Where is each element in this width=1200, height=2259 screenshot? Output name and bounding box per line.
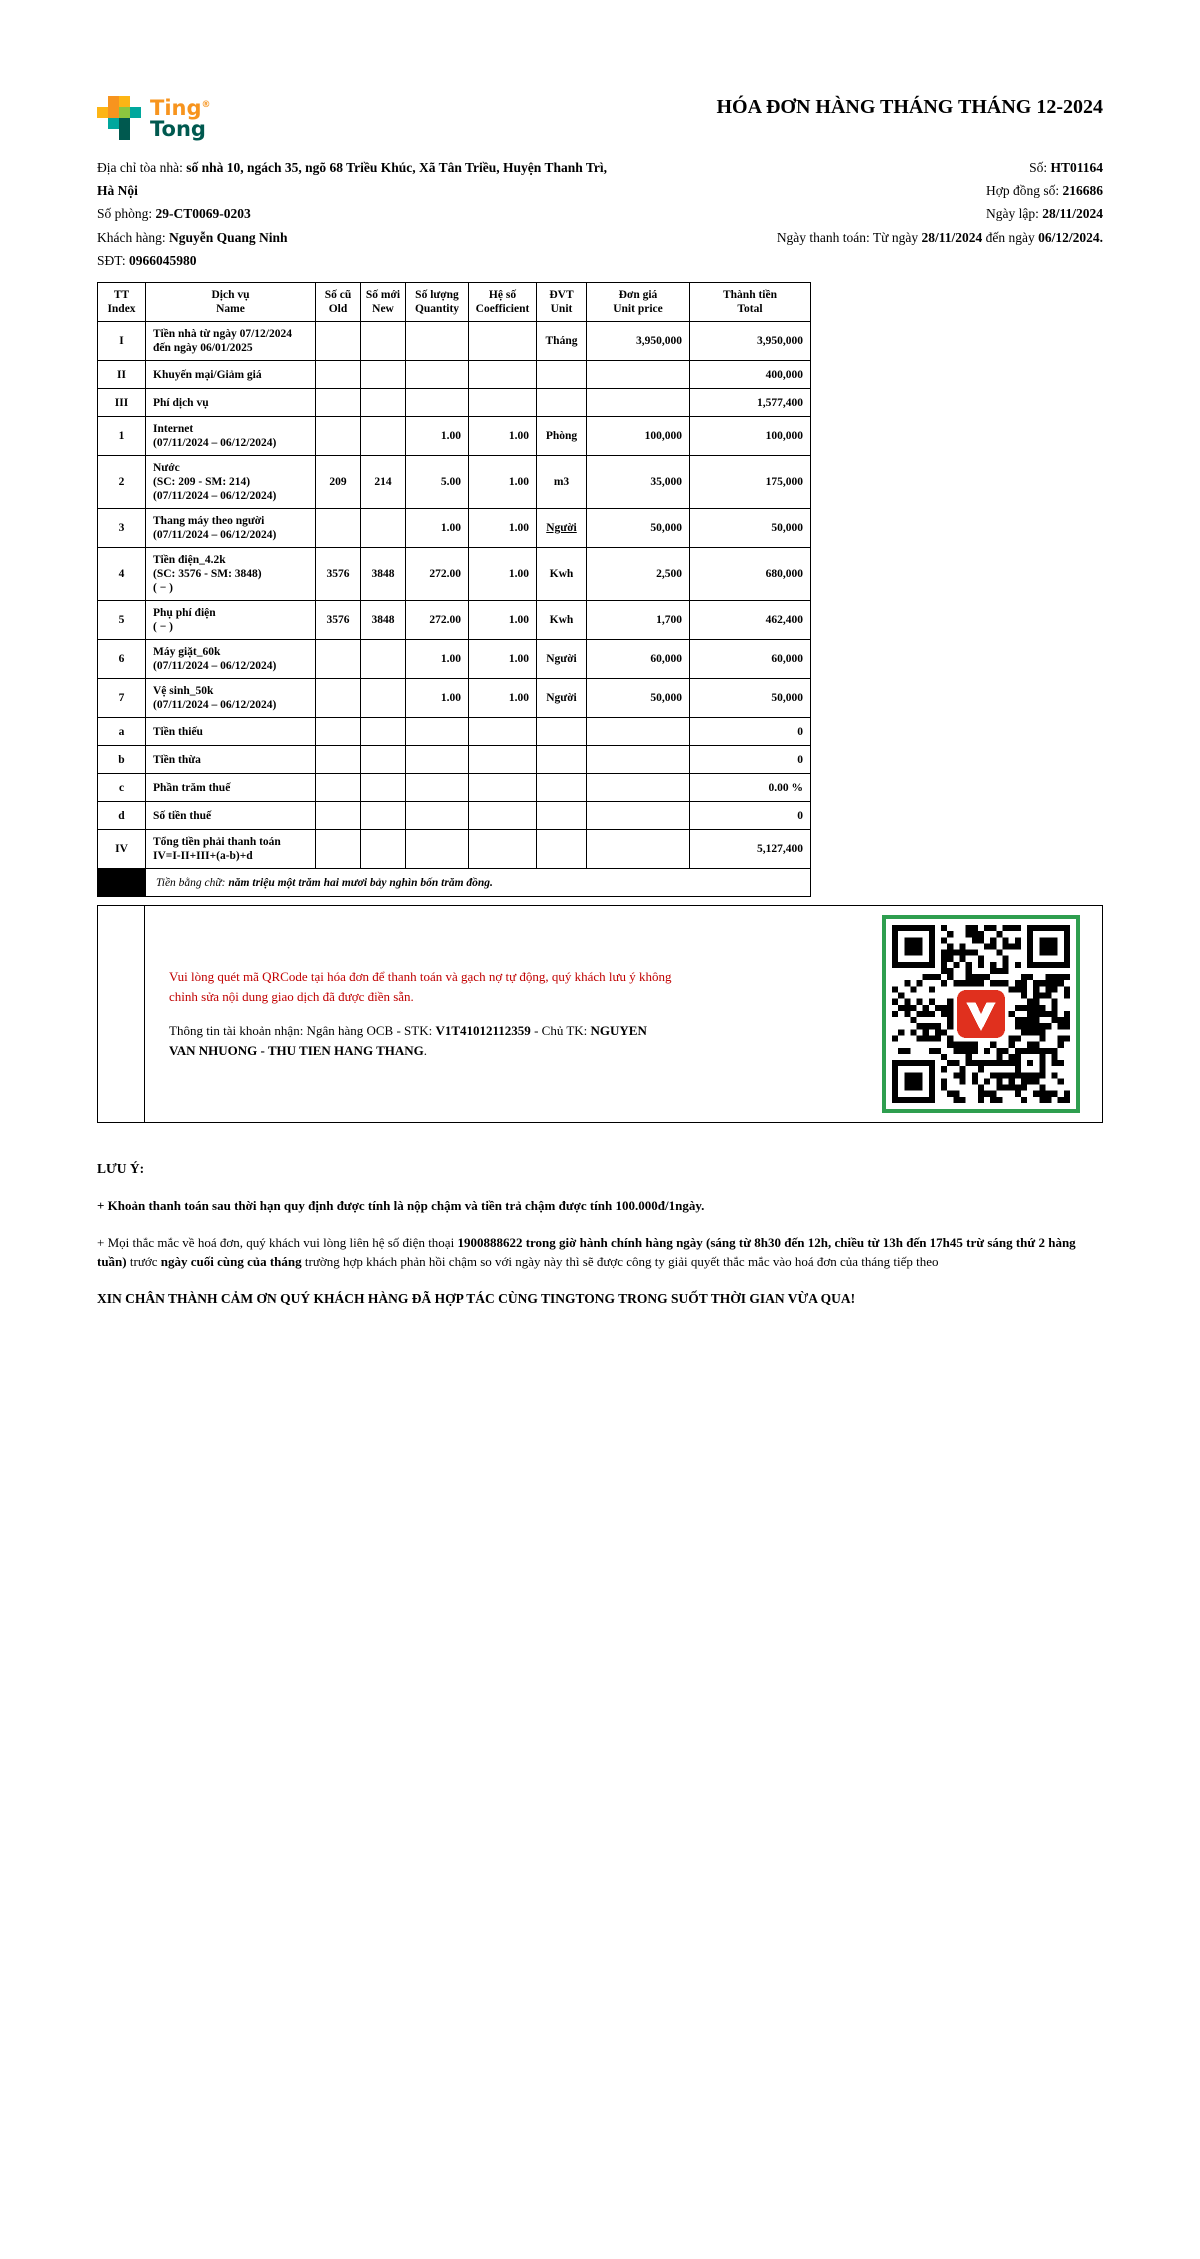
cell-unit [537,802,587,830]
column-header: TT Index [98,283,146,322]
cell-total: 0 [690,802,811,830]
cell-name: Khuyến mại/Giảm giá [146,361,316,389]
info-line [607,226,1103,249]
info-line [97,226,607,249]
qr-section-left-cell [98,906,145,1122]
cell-total: 462,400 [690,601,811,640]
qr-section-content [145,906,882,1122]
cell-new [361,509,406,548]
amount-in-words [146,869,811,897]
cell-name: Vệ sinh_50k (07/11/2024 – 06/12/2024) [146,679,316,718]
notes-heading: LƯU Ý: [97,1161,145,1177]
text-segment: Nguyễn Quang Ninh [168,229,288,245]
text-segment: Khách hàng: [97,229,169,245]
cell-index: 4 [98,548,146,601]
text-segment: + Mọi thắc mắc về hoá đơn, quý khách vui lòng liên hệ số điện thoại [97,1234,458,1250]
text-segment: trước [126,1254,161,1270]
cell-coefficient [469,802,537,830]
logo-pixel [108,118,119,129]
cell-old: 3576 [316,601,361,640]
cell-name: Phần trăm thuế [146,774,316,802]
table-row [98,361,811,389]
cell-unit-price [587,802,690,830]
logo-pixel [119,107,130,118]
text-segment: . [1099,229,1103,245]
cell-old [316,361,361,389]
info-line [97,156,607,202]
cell-unit [537,389,587,417]
cell-index: 6 [98,640,146,679]
cell-coefficient [469,718,537,746]
qr-code [892,925,1070,1103]
text-segment: - Chủ TK: [530,1023,591,1039]
invoice-header [97,95,1103,140]
cell-coefficient [469,774,537,802]
cell-new [361,389,406,417]
cell-unit: Người [537,509,587,548]
cell-new [361,679,406,718]
cell-unit [537,774,587,802]
cell-quantity [406,322,469,361]
cell-name: Nước (SC: 209 - SM: 214) (07/11/2024 – 06/12/2024) [146,456,316,509]
cell-coefficient: 1.00 [469,640,537,679]
text-segment: 06/12/2024 [1038,229,1100,245]
cell-total: 50,000 [690,679,811,718]
column-header: Dịch vụ Name [146,283,316,322]
cell-name: Số tiền thuế [146,802,316,830]
cell-coefficient: 1.00 [469,679,537,718]
cell-unit-price: 100,000 [587,417,690,456]
amount-in-words-value: năm triệu một trăm hai mươi bảy nghìn bốn trăm đồng. [228,876,493,889]
cell-name: Tiền nhà từ ngày 07/12/2024 đến ngày 06/01/2025 [146,322,316,361]
logo-pixel [108,107,119,118]
cell-new [361,718,406,746]
cell-coefficient: 1.00 [469,456,537,509]
cell-unit: Kwh [537,548,587,601]
cell-coefficient [469,361,537,389]
cell-total: 60,000 [690,640,811,679]
cell-quantity [406,830,469,869]
brand-ting: Ting [150,96,202,120]
cell-new [361,322,406,361]
table-row [98,322,811,361]
bank-account-info [169,1021,674,1061]
cell-unit-price: 35,000 [587,456,690,509]
cell-old [316,509,361,548]
cell-unit: Kwh [537,601,587,640]
table-row [98,774,811,802]
logo-pixel [108,96,119,107]
text-segment: SĐT: [97,252,129,268]
cell-name: Tổng tiền phải thanh toán IV=I-II+III+(a-b)+d [146,830,316,869]
amount-in-words-label: Tiền bằng chữ: [156,876,229,889]
text-segment: ngày cuối cùng của tháng [160,1254,302,1270]
cell-unit-price [587,361,690,389]
registered-mark-icon: ® [201,100,211,110]
table-row [98,746,811,774]
cell-quantity [406,389,469,417]
text-segment: 0966045980 [128,252,197,268]
column-header: Đơn giá Unit price [587,283,690,322]
table-row [98,601,811,640]
text-segment: . [423,1043,427,1059]
info-line [607,179,1103,202]
cell-unit-price: 50,000 [587,679,690,718]
cell-old [316,830,361,869]
text-segment: trường hợp khách phản hồi chậm so với ngày này thì sẽ được công ty giải quyết thắc mắc vào hoá đơn của tháng tiếp theo [301,1254,939,1270]
table-row [98,802,811,830]
info-left [97,156,607,272]
cell-index: III [98,389,146,417]
text-segment: 28/11/2024 [1042,206,1103,222]
brand-ting-line [150,95,211,119]
logo-pixel [119,129,130,140]
invoice-info [97,156,1103,272]
cell-index: II [98,361,146,389]
qr-section [97,905,1103,1123]
column-header: Thành tiền Total [690,283,811,322]
cell-index: 2 [98,456,146,509]
cell-coefficient: 1.00 [469,601,537,640]
invoice-title: HÓA ĐƠN HÀNG THÁNG THÁNG 12-2024 [716,96,1103,118]
table-row [98,718,811,746]
cell-name: Phí dịch vụ [146,389,316,417]
table-body [98,322,811,897]
cell-name: Tiền thừa [146,746,316,774]
text-segment: Ngày lập: [985,206,1043,222]
tingtong-wordmark [150,95,211,140]
cell-index: 7 [98,679,146,718]
cell-index: 5 [98,601,146,640]
text-segment: đến ngày [982,229,1039,245]
cell-new [361,640,406,679]
cell-quantity [406,718,469,746]
text-segment: 216686 [1062,183,1103,199]
qr-code-frame [882,915,1080,1113]
filled-cell [98,869,146,897]
hotline-note [97,1233,1103,1272]
cell-coefficient [469,389,537,417]
tingtong-logo [97,95,211,140]
text-segment: 28/11/2024 [921,229,983,245]
table-row [98,679,811,718]
cell-quantity: 1.00 [406,417,469,456]
cell-coefficient: 1.00 [469,509,537,548]
cell-quantity: 1.00 [406,679,469,718]
cell-total: 100,000 [690,417,811,456]
cell-new: 3848 [361,548,406,601]
cell-old [316,746,361,774]
cell-index: c [98,774,146,802]
cell-index: 3 [98,509,146,548]
text-segment: Thông tin tài khoản nhận: Ngân hàng OCB - STK: [169,1023,436,1039]
cell-unit-price: 60,000 [587,640,690,679]
cell-quantity: 1.00 [406,640,469,679]
cell-unit [537,830,587,869]
text-segment: Số: [1029,160,1051,175]
thank-you-note: XIN CHÂN THÀNH CẢM ƠN QUÝ KHÁCH HÀNG ĐÃ HỢP TÁC CÙNG TINGTONG TRONG SUỐT THỜI GIAN VỪA QUA! [97,1290,856,1306]
column-header: Hệ số Coefficient [469,283,537,322]
cell-new [361,802,406,830]
cell-unit-price [587,389,690,417]
column-header: Số cũ Old [316,283,361,322]
cell-unit-price: 1,700 [587,601,690,640]
text-segment: NGUYEN VAN NHUONG - THU TIEN HANG THANG [169,1023,647,1059]
text-segment: số nhà 10, ngách 35, ngõ 68 Triều Khúc, Xã Tân Triều, Huyện Thanh Trì, Hà Nội [97,160,607,199]
cell-coefficient [469,746,537,774]
logo-pixel [130,107,141,118]
table-row [98,830,811,869]
cell-old [316,802,361,830]
cell-unit-price [587,746,690,774]
cell-unit-price [587,830,690,869]
cell-old [316,718,361,746]
cell-new [361,830,406,869]
column-header: Số mới New [361,283,406,322]
cell-total: 3,950,000 [690,322,811,361]
cell-unit-price: 3,950,000 [587,322,690,361]
cell-old [316,679,361,718]
text-segment: 29-CT0069-0203 [155,206,251,222]
cell-name: Máy giặt_60k (07/11/2024 – 06/12/2024) [146,640,316,679]
cell-quantity [406,802,469,830]
cell-index: a [98,718,146,746]
cell-total: 0 [690,746,811,774]
text-segment: Địa chỉ tòa nhà: [97,160,187,175]
cell-old [316,417,361,456]
cell-total: 400,000 [690,361,811,389]
cell-unit: Người [537,640,587,679]
cell-unit: m3 [537,456,587,509]
cell-new [361,774,406,802]
cell-new: 214 [361,456,406,509]
cell-old [316,389,361,417]
text-segment: Hợp đồng số: [985,183,1063,199]
cell-old: 3576 [316,548,361,601]
text-segment: HT01164 [1050,160,1103,175]
late-payment-note: + Khoản thanh toán sau thời hạn quy định được tính là nộp chậm và tiền trả chậm được tính 100.000đ/1ngày. [97,1198,705,1214]
cell-total: 1,577,400 [690,389,811,417]
info-line [97,249,607,272]
cell-quantity: 1.00 [406,509,469,548]
text-segment: Ngày thanh toán: Từ ngày [776,229,922,245]
cell-new [361,746,406,774]
cell-name: Tiền thiếu [146,718,316,746]
cell-unit-price [587,718,690,746]
cell-name: Thang máy theo người (07/11/2024 – 06/12/2024) [146,509,316,548]
cell-unit [537,746,587,774]
table-row [98,509,811,548]
cell-old [316,774,361,802]
cell-new [361,417,406,456]
cell-unit-price: 2,500 [587,548,690,601]
cell-quantity: 272.00 [406,548,469,601]
text-segment: Số phòng: [97,206,156,222]
cell-coefficient: 1.00 [469,417,537,456]
cell-index: I [98,322,146,361]
notes-section [97,1159,1103,1309]
cell-total: 5,127,400 [690,830,811,869]
cell-unit-price [587,774,690,802]
brand-tong: Tong [150,117,206,141]
cell-unit [537,361,587,389]
cell-quantity: 272.00 [406,601,469,640]
cell-quantity [406,361,469,389]
cell-quantity: 5.00 [406,456,469,509]
cell-total: 0 [690,718,811,746]
cell-coefficient [469,830,537,869]
cell-quantity [406,774,469,802]
cell-unit: Phòng [537,417,587,456]
cell-total: 50,000 [690,509,811,548]
cell-index: IV [98,830,146,869]
cell-unit [537,718,587,746]
cell-unit-price: 50,000 [587,509,690,548]
table-row [98,417,811,456]
info-line [607,156,1103,179]
info-line [97,202,607,225]
column-header: ĐVT Unit [537,283,587,322]
cell-new [361,361,406,389]
cell-name: Internet (07/11/2024 – 06/12/2024) [146,417,316,456]
cell-unit: Người [537,679,587,718]
logo-pixel [97,107,108,118]
text-segment: 1900888622 trong giờ hành chính hàng ngày (sáng từ 8h30 đến 12h, chiều từ 13h đến 17h45 trừ sáng thứ 2 hàng tuần) [97,1234,1076,1270]
cell-coefficient: 1.00 [469,548,537,601]
cell-total: 680,000 [690,548,811,601]
cell-name: Tiền điện_4.2k (SC: 3576 - SM: 3848) ( − ) [146,548,316,601]
logo-pixel [119,96,130,107]
table-row [98,640,811,679]
cell-old [316,640,361,679]
text-segment: V1T41012112359 [435,1023,531,1039]
cell-index: b [98,746,146,774]
logo-pixel [119,118,130,129]
cell-index: d [98,802,146,830]
cell-total: 0.00 % [690,774,811,802]
table-row [98,548,811,601]
qr-payment-notice: Vui lòng quét mã QRCode tại hóa đơn để thanh toán và gạch nợ tự động, quý khách lưu ý không chỉnh sửa nội dung giao dịch đã được điền sẵn. [169,968,672,1004]
tingtong-logo-mark-icon [97,96,141,140]
table-row [98,456,811,509]
cell-total: 175,000 [690,456,811,509]
cell-unit: Tháng [537,322,587,361]
cell-new: 3848 [361,601,406,640]
column-header: Số lượng Quantity [406,283,469,322]
cell-index: 1 [98,417,146,456]
info-right [607,156,1103,272]
cell-old: 209 [316,456,361,509]
cell-name: Phụ phí điện ( − ) [146,601,316,640]
info-line [607,202,1103,225]
cell-quantity [406,746,469,774]
invoice-table [97,282,811,897]
table-header-row [98,283,811,322]
amount-in-words-row [98,869,811,897]
cell-old [316,322,361,361]
table-row [98,389,811,417]
cell-coefficient [469,322,537,361]
